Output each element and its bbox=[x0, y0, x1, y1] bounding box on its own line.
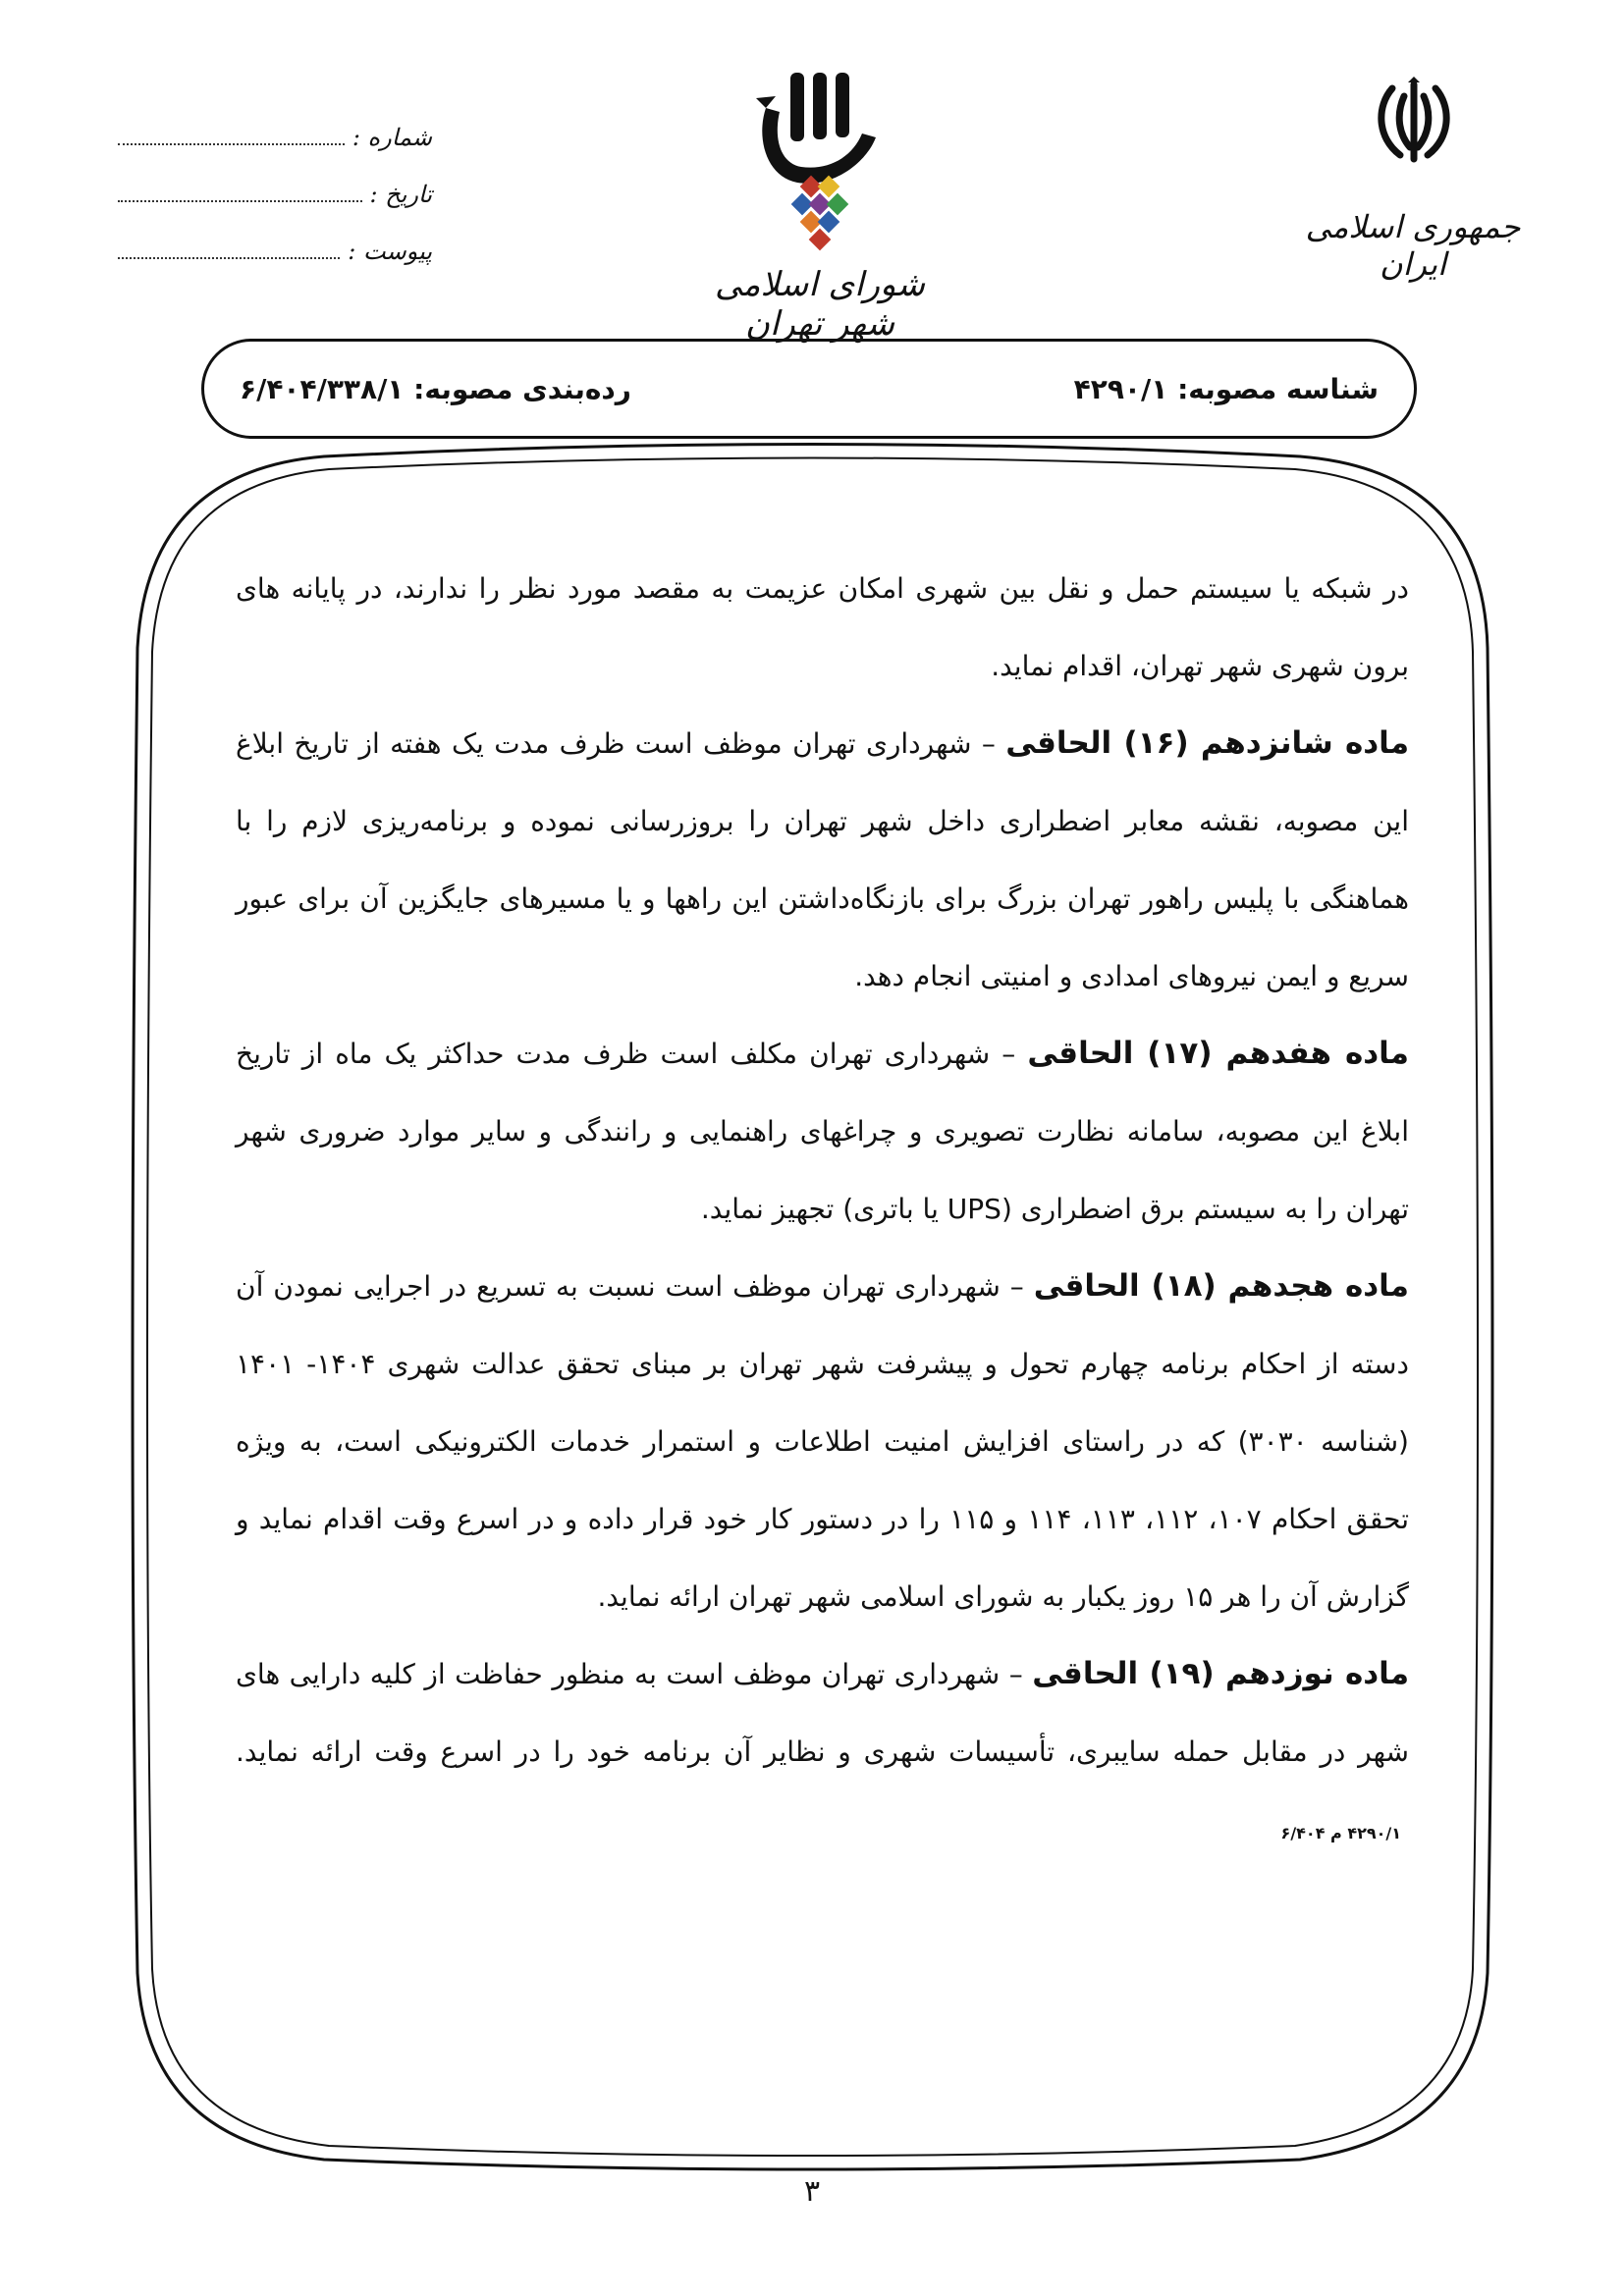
meta-row-attachment bbox=[118, 208, 432, 265]
meta-dotted-line bbox=[118, 200, 362, 202]
intro-paragraph: در شبکه یا سیستم حمل و نقل بین شهری امکان عزیمت به مقصد مورد نظر را ندارند، در پایانه های برون شهری شهر تهران، اقدام نماید. bbox=[236, 572, 1409, 682]
article-text: – شهرداری تهران مکلف است ظرف مدت حداکثر یک ماه از تاریخ ابلاغ این مصوبه، سامانه نظارت تصویری و چراغهای راهنمایی و رانندگی و سایر موارد ضروری شهر تهران را به سیستم برق اضطراری (UPS یا باتری) تجهیز نماید. bbox=[236, 1038, 1409, 1225]
council-caption: شورای اسلامی شهر تهران bbox=[714, 265, 926, 344]
resolution-id: شناسه مصوبه: ۴۲۹۰/۱ bbox=[1073, 372, 1379, 405]
council-logo-icon bbox=[746, 69, 884, 255]
article-text: – شهرداری تهران موظف است به منظور حفاظت از کلیه دارایی های شهر در مقابل حمله سایبری، تأسیسات شهری و نظایر آن برنامه خود را در اسرع وقت ارائه نماید. bbox=[236, 1658, 1409, 1768]
reference-note: ۴۲۹۰/۱ م ۶/۴۰۴ bbox=[1280, 1824, 1401, 1842]
iran-caption: جمهوری اسلامی ایران bbox=[1305, 208, 1521, 283]
article-text: – شهرداری تهران موظف است نسبت به تسریع در اجرایی نمودن آن دسته از احکام برنامه چهارم تحول و پیشرفت شهر تهران بر مبنای تحقق عدالت شهری ۱۴۰۴- ۱۴۰۱ (شناسه ۳۰۳۰) که در راستای افزایش امنیت اطلاعات و استمرار خدمات الکترونیکی است، به ویژه تحقق احکام ۱۰۷، ۱۱۲، ۱۱۳، ۱۱۴ و ۱۱۵ را در دستور کار خود قرار داده و در اسرع وقت اقدام نماید و گزارش آن را هر ۱۵ روز یکبار به شورای اسلامی شهر تهران ارائه نماید. bbox=[236, 1270, 1410, 1613]
resolution-body bbox=[236, 550, 1409, 1872]
article-17 bbox=[236, 1015, 1409, 1248]
meta-dotted-line bbox=[118, 143, 345, 145]
meta-row-number bbox=[118, 94, 432, 151]
page-number: ۳ bbox=[803, 2174, 821, 2209]
resolution-id-bar bbox=[201, 339, 1417, 439]
article-18 bbox=[236, 1248, 1409, 1635]
meta-label: تاریخ : bbox=[369, 181, 432, 208]
meta-dotted-line bbox=[118, 257, 340, 259]
article-title: ماده هفدهم (۱۷) الحاقی bbox=[1027, 1036, 1409, 1071]
iran-emblem-icon bbox=[1375, 77, 1453, 165]
article-title: ماده هجدهم (۱۸) الحاقی bbox=[1033, 1268, 1409, 1304]
meta-label: پیوست : bbox=[348, 238, 432, 265]
article-text: – شهرداری تهران موظف است ظرف مدت یک هفته از تاریخ ابلاغ این مصوبه، نقشه معابر اضطراری داخل شهر تهران را بروزرسانی نموده و برنامه‌ریزی لازم را با هماهنگی با پلیس راهور تهران بزرگ برای بازنگاه‌داشتن این راهها و یا مسیرهای جایگزین آن برای عبور سریع و ایمن نیروهای امدادی و امنیتی انجام دهد. bbox=[236, 727, 1409, 992]
article-title: ماده نوزدهم (۱۹) الحاقی bbox=[1032, 1656, 1410, 1691]
article-19 bbox=[236, 1635, 1409, 1872]
meta-label: شماره : bbox=[352, 124, 432, 151]
letter-meta-fields bbox=[118, 94, 432, 265]
resolution-classification: رده‌بندی مصوبه: ۶/۴۰۴/۳۳۸/۱ bbox=[240, 372, 631, 405]
meta-row-date bbox=[118, 151, 432, 208]
article-title: ماده شانزدهم (۱۶) الحاقی bbox=[1005, 725, 1410, 761]
article-16 bbox=[236, 705, 1409, 1015]
